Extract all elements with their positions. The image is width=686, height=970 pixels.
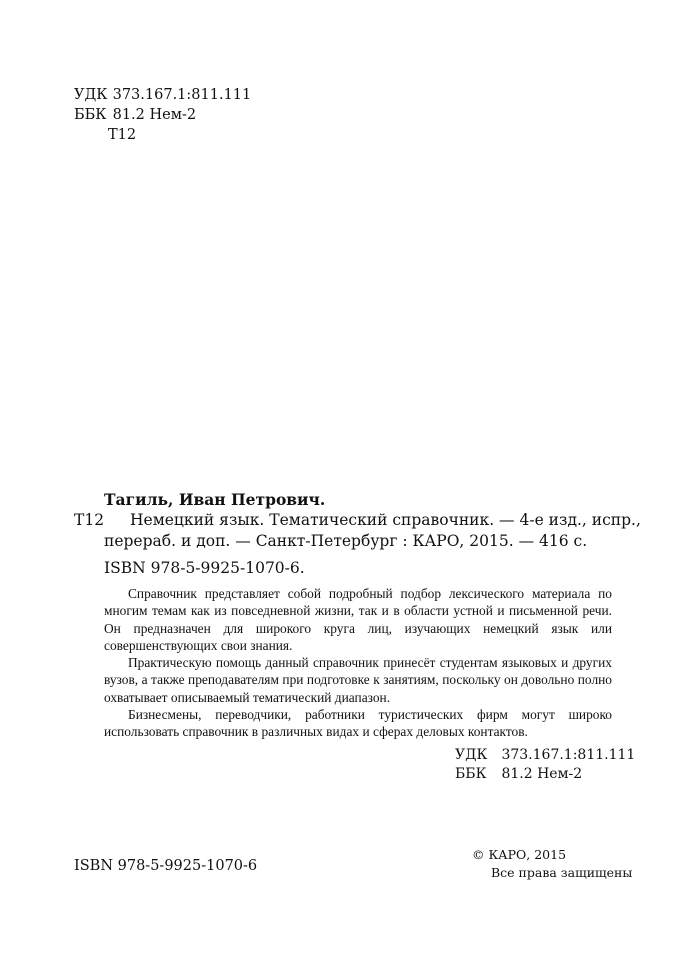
entry-title-line: Немецкий язык. Тематический справочник. — 4-е изд., испр., xyxy=(130,511,641,529)
author-name: Тагиль, Иван Петрович. xyxy=(104,490,326,509)
udk-label: УДК xyxy=(74,87,108,103)
annotation-paragraph: Справочник представляет собой подробный подбор лексического материала по многим темам как из повседневной жизни, так и в области устной и письменной речи. Он предназначен для широкого круга лиц, изучающих немецкий язык или совершенствующих свои знания. xyxy=(104,586,612,653)
annotation-paragraph: Бизнесмены, переводчики, работники туристических фирм могут широко использовать справочник в различных видах и сферах деловых контактов. xyxy=(104,707,612,740)
bbk-value: 81.2 Нем-2 xyxy=(112,107,197,123)
bbk-label: ББК xyxy=(455,766,487,782)
bottom-bbk-line xyxy=(455,765,582,783)
bottom-udk-line xyxy=(455,746,635,764)
footer-isbn: ISBN 978-5-9925-1070-6 xyxy=(74,858,258,874)
copyright-notice: © КАРО, 2015 xyxy=(472,847,567,862)
top-bbk-line xyxy=(74,106,196,125)
udk-value: 373.167.1:811.111 xyxy=(501,747,636,763)
entry-isbn: ISBN 978-5-9925-1070-6. xyxy=(104,559,305,577)
bbk-label: ББК xyxy=(74,107,107,123)
top-udk-line xyxy=(74,86,251,105)
entry-author-mark: Т12 xyxy=(74,511,105,529)
top-author-mark: Т12 xyxy=(108,127,137,143)
rights-notice: Все права защищены xyxy=(491,865,633,880)
entry-edition-line: перераб. и доп. — Санкт-Петербург : КАРО, 2015. — 416 с. xyxy=(104,532,588,550)
bbk-value: 81.2 Нем-2 xyxy=(501,766,583,782)
annotation xyxy=(104,585,612,741)
udk-value: 373.167.1:811.111 xyxy=(112,87,252,103)
udk-label: УДК xyxy=(455,747,488,763)
annotation-paragraph: Практическую помощь данный справочник принесёт студентам языковых и других вузов, а также преподавателям при подготовке к занятиям, поскольку он довольно полно охватывает описываемый тематический диапазон. xyxy=(104,655,612,705)
